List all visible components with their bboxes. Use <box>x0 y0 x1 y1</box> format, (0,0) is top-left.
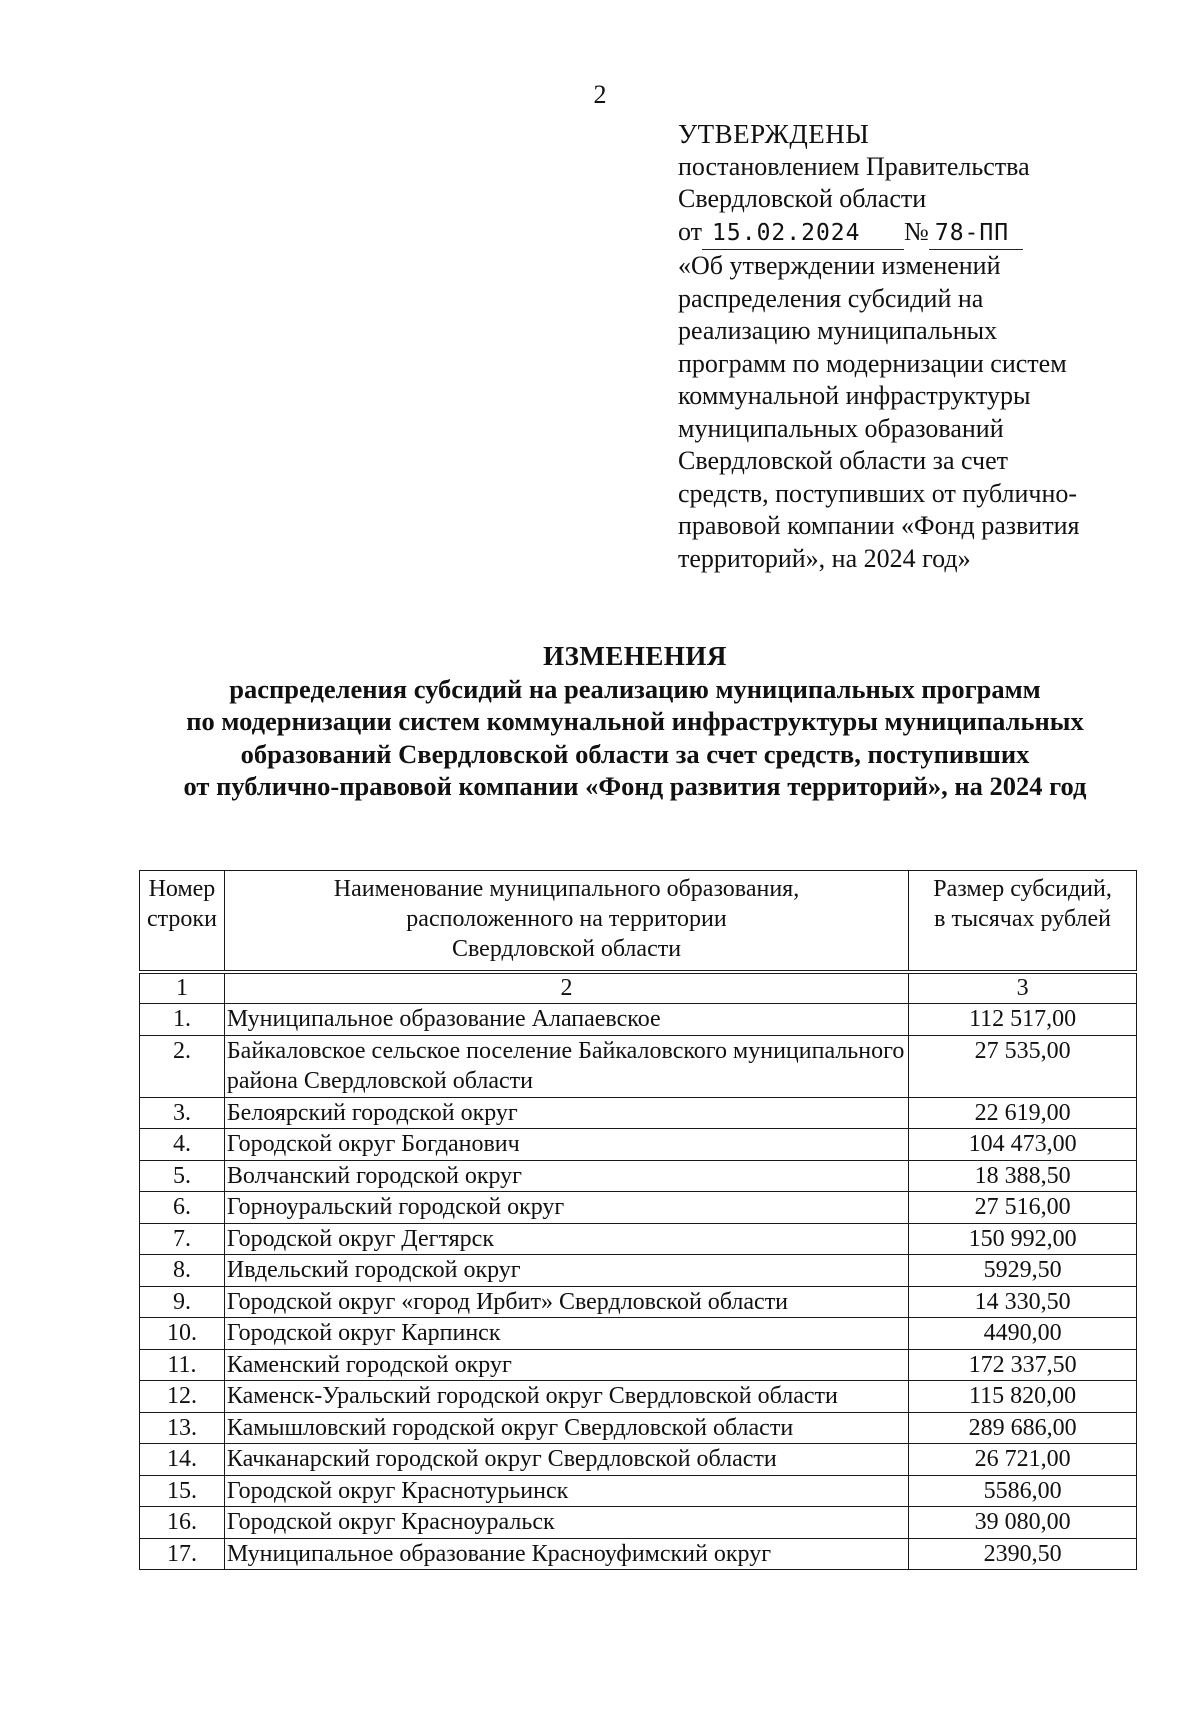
row-number: 4. <box>140 1129 225 1161</box>
municipality-name: Городской округ Красноуральск <box>224 1507 908 1539</box>
municipality-name: Качканарский городской округ Свердловской области <box>224 1444 908 1476</box>
column-number: 3 <box>909 972 1137 1004</box>
row-number: 8. <box>140 1255 225 1287</box>
table-row <box>140 1381 1137 1413</box>
approval-subject-line: средств, поступивших от публично- <box>678 478 1078 508</box>
row-number: 12. <box>140 1381 225 1413</box>
row-number: 2. <box>140 1035 225 1097</box>
municipality-name: Горноуральский городской округ <box>224 1192 908 1224</box>
title-main: ИЗМЕНЕНИЯ <box>543 641 727 671</box>
row-number: 5. <box>140 1160 225 1192</box>
header-text: Размер субсидий, <box>933 876 1112 902</box>
header-text: расположенного на территории <box>406 906 727 932</box>
approval-dateline <box>678 216 1148 251</box>
municipality-name: Каменск-Уральский городской округ Свердловской области <box>224 1381 908 1413</box>
approval-subject-line: реализацию муниципальных <box>678 316 998 345</box>
table-row <box>140 1538 1137 1570</box>
approval-number: 78-ПП <box>929 217 1023 251</box>
subsidy-amount: 4490,00 <box>909 1318 1137 1350</box>
subsidy-amount: 26 721,00 <box>909 1444 1137 1476</box>
header-text: строки <box>146 906 217 932</box>
municipality-name: Белоярский городской округ <box>224 1097 908 1129</box>
table-row <box>140 1129 1137 1161</box>
approval-block <box>678 118 1148 575</box>
municipality-name: Городской округ Карпинск <box>224 1318 908 1350</box>
table-row <box>140 1318 1137 1350</box>
table-row <box>140 1223 1137 1255</box>
municipality-name: Муниципальное образование Алапаевское <box>224 1004 908 1036</box>
table-row <box>140 1255 1137 1287</box>
row-number: 3. <box>140 1097 225 1129</box>
row-number: 17. <box>140 1538 225 1570</box>
title-line: образований Свердловской области за счет средств, поступивших <box>240 738 1030 769</box>
table-row <box>140 1507 1137 1539</box>
approval-date: 15.02.2024 <box>702 217 904 251</box>
municipality-name: Городской округ «город Ирбит» Свердловской области <box>224 1286 908 1318</box>
municipality-name: Волчанский городской округ <box>224 1160 908 1192</box>
row-number: 13. <box>140 1412 225 1444</box>
table-row <box>140 1444 1137 1476</box>
approval-subject-line: программ по модернизации систем <box>678 348 1067 378</box>
table-row <box>140 1475 1137 1507</box>
subsidy-amount: 172 337,50 <box>909 1349 1137 1381</box>
municipality-name: Камышловский городской округ Свердловской области <box>224 1412 908 1444</box>
header-row-number <box>140 871 225 973</box>
table-row <box>140 1192 1137 1224</box>
table-row <box>140 1097 1137 1129</box>
header-text: Номер <box>148 876 216 902</box>
row-number: 6. <box>140 1192 225 1224</box>
column-number-row <box>140 972 1137 1004</box>
approval-subject-line: коммунальной инфраструктуры <box>678 381 1031 410</box>
subsidy-amount: 39 080,00 <box>909 1507 1137 1539</box>
approval-subject-line: муниципальных образований <box>678 413 1004 443</box>
subsidy-amount: 104 473,00 <box>909 1129 1137 1161</box>
subsidy-amount: 27 516,00 <box>909 1192 1137 1224</box>
approval-line: постановлением Правительства <box>678 151 1030 181</box>
approval-subject-line: Свердловской области за счет <box>678 446 1008 475</box>
subsidy-amount: 18 388,50 <box>909 1160 1137 1192</box>
subsidy-amount: 14 330,50 <box>909 1286 1137 1318</box>
municipality-name: Городской округ Дегтярск <box>224 1223 908 1255</box>
subsidy-amount: 5586,00 <box>909 1475 1137 1507</box>
subsidy-amount: 27 535,00 <box>909 1035 1137 1097</box>
approval-subject-line: распределения субсидий на <box>678 283 984 313</box>
column-number: 2 <box>224 972 908 1004</box>
approval-subject-line: территорий», на 2024 год» <box>678 543 971 573</box>
document-title <box>0 640 1200 803</box>
date-prefix: от <box>678 216 703 246</box>
row-number: 1. <box>140 1004 225 1036</box>
row-number: 7. <box>140 1223 225 1255</box>
subsidy-amount: 112 517,00 <box>909 1004 1137 1036</box>
header-text: в тысячах рублей <box>934 906 1111 932</box>
approval-line: Свердловской области <box>678 184 927 213</box>
table-row <box>140 1004 1137 1036</box>
row-number: 9. <box>140 1286 225 1318</box>
municipality-name: Байкаловское сельское поселение Байкаловского муниципального района Свердловской области <box>224 1035 908 1097</box>
page-number: 2 <box>593 80 607 109</box>
row-number: 14. <box>140 1444 225 1476</box>
number-prefix: № <box>904 216 929 246</box>
table-row <box>140 1412 1137 1444</box>
row-number: 15. <box>140 1475 225 1507</box>
column-number: 1 <box>140 972 225 1004</box>
approval-subject-line: правовой компании «Фонд развития <box>678 511 1080 540</box>
approval-heading: УТВЕРЖДЕНЫ <box>678 119 870 149</box>
table-row <box>140 1160 1137 1192</box>
approval-subject-line: «Об утверждении изменений <box>678 251 1001 280</box>
table-row <box>140 1349 1137 1381</box>
subsidy-amount: 289 686,00 <box>909 1412 1137 1444</box>
row-number: 10. <box>140 1318 225 1350</box>
subsidies-table <box>139 870 1137 1570</box>
table-row <box>140 1035 1137 1097</box>
row-number: 16. <box>140 1507 225 1539</box>
header-municipality-name <box>224 871 908 973</box>
title-line: распределения субсидий на реализацию муниципальных программ <box>229 673 1041 704</box>
municipality-name: Городской округ Богданович <box>224 1129 908 1161</box>
municipality-name: Ивдельский городской округ <box>224 1255 908 1287</box>
table-row <box>140 1286 1137 1318</box>
header-text: Наименование муниципального образования, <box>333 876 800 902</box>
municipality-name: Муниципальное образование Красноуфимский округ <box>224 1538 908 1570</box>
municipality-name: Каменский городской округ <box>224 1349 908 1381</box>
subsidy-amount: 150 992,00 <box>909 1223 1137 1255</box>
subsidy-amount: 22 619,00 <box>909 1097 1137 1129</box>
title-line: по модернизации систем коммунальной инфраструктуры муниципальных <box>186 706 1084 736</box>
table-header-row <box>140 871 1137 973</box>
subsidy-amount: 115 820,00 <box>909 1381 1137 1413</box>
row-number: 11. <box>140 1349 225 1381</box>
municipality-name: Городской округ Краснотурьинск <box>224 1475 908 1507</box>
subsidy-amount: 5929,50 <box>909 1255 1137 1287</box>
subsidy-amount: 2390,50 <box>909 1538 1137 1570</box>
header-subsidy-amount <box>909 871 1137 973</box>
title-line: от публично-правовой компании «Фонд развития территорий», на 2024 год <box>183 771 1087 801</box>
header-text: Свердловской области <box>451 936 682 962</box>
